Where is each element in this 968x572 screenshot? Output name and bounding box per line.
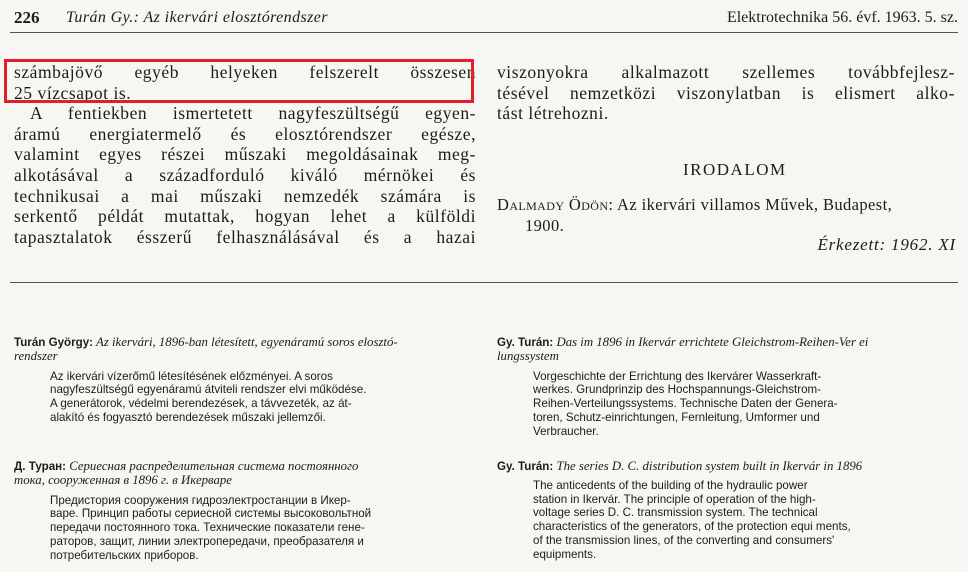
text-line: tást létrehozni. — [497, 103, 609, 124]
section-rule — [10, 282, 958, 283]
abstract-author: Gy. Turán: — [497, 336, 554, 349]
reference-entry — [497, 194, 957, 236]
abstract-title-cont: тока, сооруженная в 1896 г. в Икерваре — [14, 472, 232, 487]
reference-text: : Az ikervári villamos Művek, Budapest, — [608, 195, 893, 214]
abstract-hungarian — [14, 336, 472, 425]
text-line: tésével nemzetközi viszonylatban is elismert alko- — [497, 82, 955, 103]
abstract-line: потребительских приборов. — [50, 548, 199, 562]
references-heading: IRODALOM — [683, 160, 787, 179]
text-line: serkentő példát mutattak, hogyan lehet a külföldi — [14, 206, 476, 227]
abstract-german — [497, 336, 957, 439]
abstract-line: voltage series D. C. transmission system. The technical — [533, 506, 818, 520]
right-column — [497, 62, 955, 124]
text-line: alkotásával a századforduló kiváló mérnökei és — [14, 164, 476, 185]
abstract-line: Предистория сооружения гидроэлектростанции в Икер- — [50, 493, 351, 507]
journal-reference: Elektrotechnika 56. évf. 1963. 5. sz. — [726, 9, 958, 26]
text-line: viszonyokra alkalmazott szellemes továbbfejlesz- — [497, 62, 955, 82]
text-line: áramú energiatermelő és elosztórendszer egésze, — [14, 123, 476, 144]
abstract-line: characteristics of the generators, of the protection equi ments, — [533, 520, 851, 534]
abstract-title: The series D. C. distribution system built in Ikervár in 1896 — [553, 459, 863, 473]
abstract-line: toren, Schutz-einrichtungen, Fernleitung, Umformer und — [533, 410, 820, 424]
text-line: tapasztalatok ésszerű felhasználásával és a hazai — [14, 226, 476, 247]
abstract-line: раторов, защит, линии электропередачи, преобразателя и — [50, 534, 364, 548]
running-title: Turán Gy.: Az ikervári elosztórendszer — [66, 9, 328, 26]
abstract-author: Д. Туран: — [14, 460, 67, 473]
abstract-title-cont: rendszer — [14, 348, 58, 363]
text-line: valamint egyes részei műszaki megoldásainak meg- — [14, 144, 476, 165]
abstract-english — [497, 460, 957, 562]
abstract-line: A generátorok, védelmi berendezések, a távvezeték, az át- — [50, 397, 352, 411]
page-number: 226 — [14, 8, 40, 27]
abstract-title-cont: lungssystem — [497, 348, 559, 363]
header-rule — [10, 32, 958, 33]
abstract-line: werkes. Grundprinzip des Hochspannungs-Gleichstrom- — [533, 383, 822, 397]
abstract-title: Сериесная распределительная система постоянного — [66, 459, 359, 473]
abstract-line: варе. Принцип работы сериесной системы высоковольтной — [50, 507, 372, 521]
abstract-line: nagyfeszültségű egyenáramú átviteli rendszer elvi működése. — [50, 383, 367, 397]
abstract-title: Das im 1896 in Ikervár errichtete Gleichstrom-Reihen-Ver ei — [553, 335, 869, 349]
abstract-line: Verbraucher. — [533, 424, 599, 438]
abstract-line: передачи постоянного тока. Технические показатели гене- — [50, 521, 365, 535]
abstract-title: Az ikervári, 1896-ban létesített, egyenáramú soros elosztó- — [93, 335, 398, 349]
text-line: technikusai a mai műszaki nemzedék számára is — [14, 185, 476, 206]
abstract-line: equipments. — [533, 547, 597, 561]
text-line: számbajövő egyéb helyeken felszerelt összesen — [14, 62, 476, 82]
highlight-box — [4, 59, 474, 103]
text-line: 25 vízcsapot is. — [14, 82, 132, 103]
reference-author: Dalmady Ödön — [497, 195, 609, 214]
abstract-russian — [14, 460, 472, 563]
abstract-line: Reihen-Verteilungssystems. Technische Daten der Genera- — [533, 397, 838, 411]
abstract-line: alakító és fogyasztó berendezések műszaki jellemzői. — [50, 410, 326, 424]
abstract-line: Vorgeschichte der Errichtung des Ikervárer Wasserkraft- — [533, 369, 822, 383]
received-date: Érkezett: 1962. XI — [817, 235, 956, 254]
abstract-line: Az ikervári vízerőmű létesítésének előzményei. A soros — [50, 369, 333, 383]
abstract-line: station in Ikervár. The principle of operation of the high- — [533, 492, 816, 506]
abstract-line: The anticedents of the building of the hydraulic power — [533, 478, 808, 492]
reference-year: 1900. — [525, 216, 565, 235]
abstract-line: of the transmission lines, of the converting and consumers' — [533, 533, 835, 547]
text-line: A fentiekben ismertetett nagyfeszültségű egyen- — [30, 103, 476, 124]
abstract-author: Turán György: — [14, 336, 94, 349]
abstract-author: Gy. Turán: — [497, 460, 554, 473]
